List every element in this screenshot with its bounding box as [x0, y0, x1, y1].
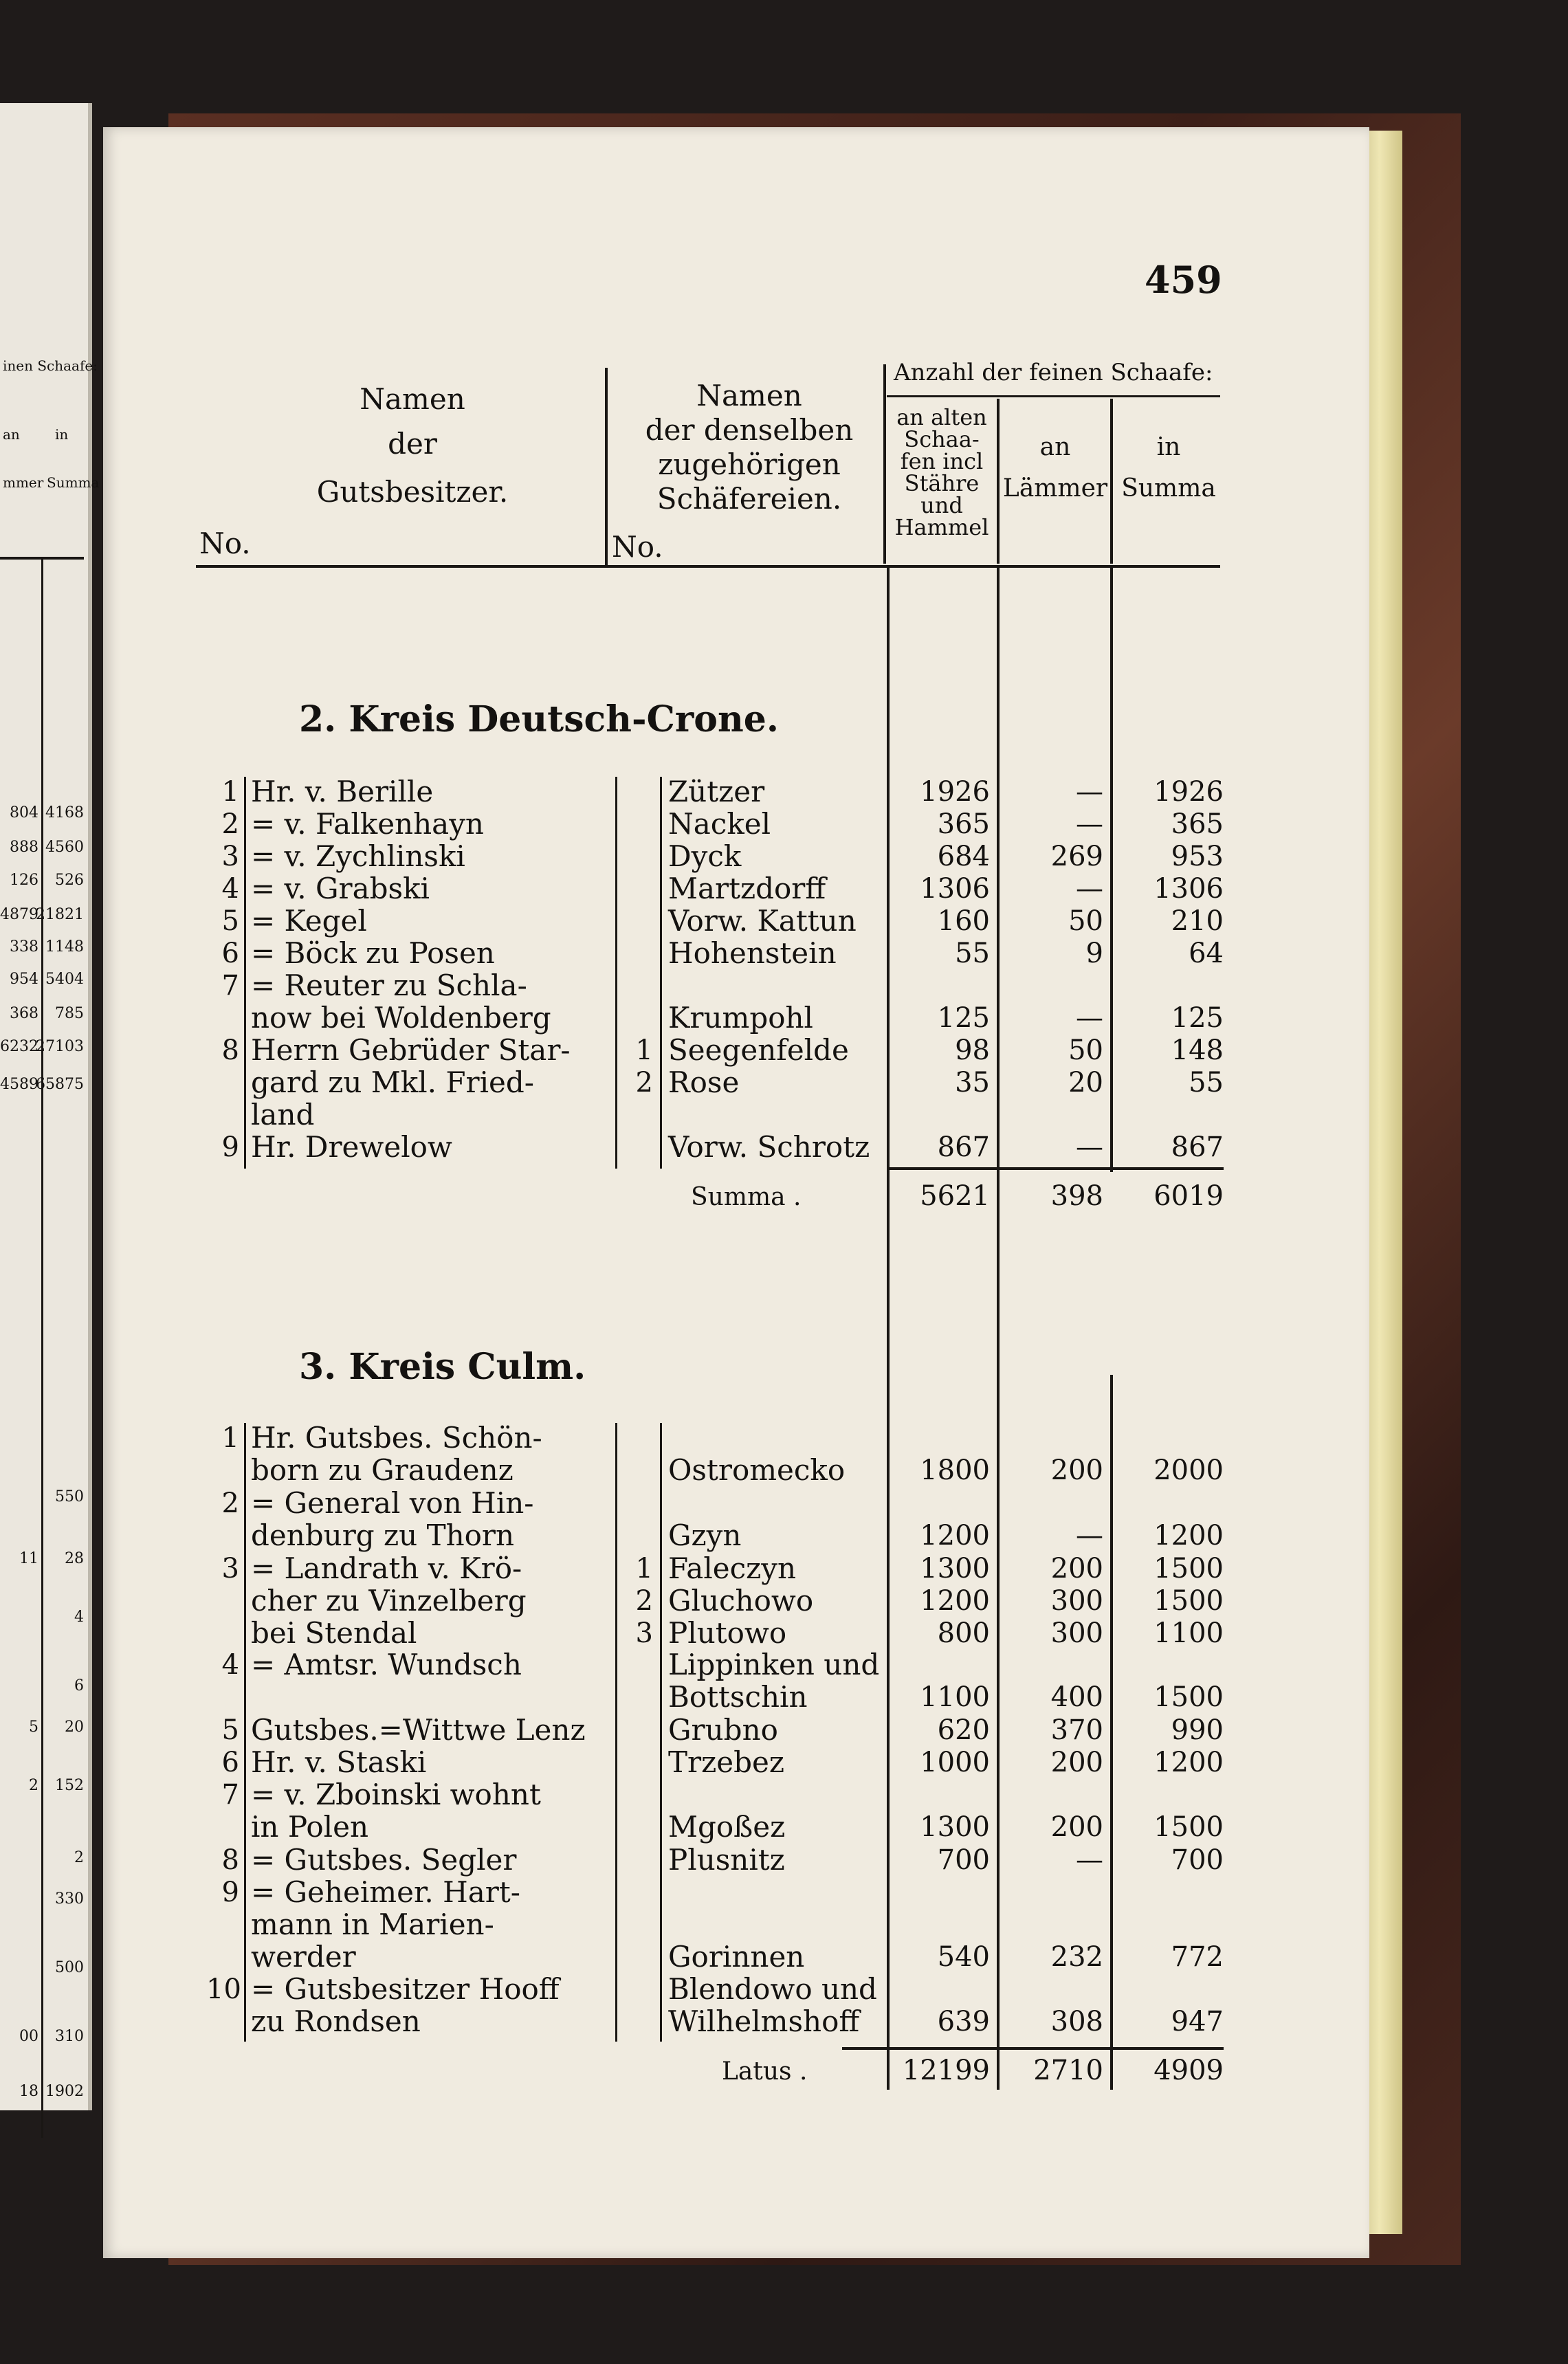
left-page-number: 368: [10, 1005, 38, 1022]
row-number: 7: [221, 970, 239, 1002]
old-sheep: 540: [937, 1941, 990, 1973]
farm-name: Trzebez: [668, 1745, 784, 1779]
left-page-number: 2: [29, 1777, 38, 1794]
lambs: —: [1076, 808, 1103, 840]
row-number: 4: [221, 873, 239, 905]
left-page-number: 4: [74, 1609, 84, 1626]
row-number: 5: [221, 1714, 239, 1746]
left-page-number: 338: [10, 938, 38, 955]
page-edges: [1365, 131, 1402, 2234]
left-page-number: 20: [65, 1719, 84, 1736]
row-number: 6: [221, 1747, 239, 1778]
farm-name: Gluchowo: [668, 1584, 814, 1617]
farm-name: Hohenstein: [668, 936, 837, 970]
lambs: 200: [1050, 1553, 1103, 1584]
section-title-2: 2. Kreis Deutsch-Crone.: [299, 698, 779, 740]
sheep-sum: 125: [1171, 1002, 1224, 1034]
farm-name: Lippinken und: [668, 1648, 880, 1681]
owner-name: = Geheimer. Hart-: [251, 1875, 520, 1909]
owner-name-cont: werder: [251, 1940, 356, 1974]
left-page-number: 5: [29, 1719, 38, 1736]
lambs: 9: [1085, 938, 1103, 969]
latus-label: Latus .: [722, 2057, 808, 2086]
sheep-sum: 700: [1171, 1844, 1224, 1876]
left-page-number: 888: [10, 839, 38, 856]
owner-name-cont: gard zu Mkl. Fried-: [251, 1065, 534, 1099]
old-sheep: 800: [937, 1617, 990, 1649]
lambs: 50: [1068, 905, 1103, 937]
latus-lamb: 2710: [1033, 2055, 1103, 2086]
owner-name-cont: cher zu Vinzelberg: [251, 1584, 527, 1617]
left-page-number: 4589: [0, 1076, 38, 1093]
farm-name: Martzdorff: [668, 872, 826, 905]
lambs: —: [1076, 776, 1103, 808]
lambs: 400: [1050, 1681, 1103, 1713]
lambs: —: [1076, 1520, 1103, 1551]
left-page-number: 4168: [45, 804, 84, 821]
header-owner-2: der: [388, 427, 437, 461]
old-sheep: 1100: [920, 1681, 990, 1713]
lambs: —: [1076, 1002, 1103, 1034]
old-sheep: 1300: [920, 1811, 990, 1843]
left-page-number: 1148: [45, 938, 84, 955]
summa-old: 5621: [920, 1180, 990, 1212]
header-old-6: Hammel: [894, 514, 989, 540]
header-lamb-2: Lämmer: [1002, 474, 1108, 502]
sheep-sum: 1200: [1153, 1747, 1224, 1778]
old-sheep: 125: [937, 1002, 990, 1034]
header-old-2: Schaa-: [904, 426, 980, 452]
lambs: 50: [1068, 1035, 1103, 1066]
left-page-number: 310: [55, 2028, 84, 2045]
lambs: 269: [1050, 841, 1103, 872]
owner-name: = Reuter zu Schla-: [251, 969, 527, 1002]
farm-name: Seegenfelde: [668, 1033, 849, 1067]
header-old-5: und: [920, 492, 963, 518]
owner-name: = Landrath v. Krö-: [251, 1551, 522, 1585]
section-title-3: 3. Kreis Culm.: [299, 1346, 586, 1388]
owner-name-cont: born zu Graudenz: [251, 1453, 514, 1487]
sheep-sum: 365: [1171, 808, 1224, 840]
farm-name: Nackel: [668, 807, 771, 841]
header-sum-2: Summa: [1121, 474, 1216, 502]
header-farm-4: Schäfereien.: [656, 482, 842, 516]
old-sheep: 867: [937, 1131, 990, 1163]
header-farm-2: der denselben: [645, 413, 854, 447]
sheep-sum: 1500: [1153, 1811, 1224, 1843]
left-page-number: 500: [55, 1959, 84, 1976]
left-page-number: 330: [55, 1890, 84, 1908]
farm-name: Gzyn: [668, 1518, 742, 1552]
lambs: —: [1076, 1844, 1103, 1876]
row-number: 9: [221, 1131, 239, 1163]
lambs: 370: [1050, 1714, 1103, 1746]
owner-name: = Amtsr. Wundsch: [251, 1648, 522, 1681]
old-sheep: 1800: [920, 1455, 990, 1486]
left-page-number: 21821: [36, 906, 84, 923]
sheep-sum: 947: [1171, 2006, 1224, 2037]
header-old-3: fen incl: [900, 448, 984, 474]
sheep-sum: 1500: [1153, 1553, 1224, 1584]
farm-name: Krumpohl: [668, 1001, 813, 1035]
summa-label: Summa .: [691, 1183, 802, 1211]
owner-name-cont: land: [251, 1098, 315, 1131]
farm-name: Gorinnen: [668, 1940, 805, 1974]
lambs: 20: [1068, 1067, 1103, 1098]
owner-name: Hr. v. Staski: [251, 1745, 427, 1779]
lambs: —: [1076, 1131, 1103, 1163]
summa-sum: 6019: [1153, 1180, 1224, 1212]
old-sheep: 160: [937, 905, 990, 937]
farm-number: 2: [635, 1067, 653, 1098]
owner-name: = General von Hin-: [251, 1486, 534, 1520]
farm-name: Plusnitz: [668, 1843, 785, 1877]
left-page-number: 526: [55, 872, 84, 889]
owner-name: Hr. v. Berille: [251, 775, 434, 808]
owner-name-cont: now bei Woldenberg: [251, 1001, 551, 1035]
header-group: Anzahl der feinen Schaafe:: [894, 359, 1213, 386]
latus-sum: 4909: [1153, 2055, 1224, 2086]
owner-name: Hr. Gutsbes. Schön-: [251, 1421, 542, 1455]
owner-name: = Böck zu Posen: [251, 936, 495, 970]
farm-name-cont: Bottschin: [668, 1680, 808, 1714]
lambs: 232: [1050, 1941, 1103, 1973]
sheep-sum: 772: [1171, 1941, 1224, 1973]
owner-name-cont: denburg zu Thorn: [251, 1518, 515, 1552]
owner-name: = v. Grabski: [251, 872, 430, 905]
left-page-number: 11: [19, 1550, 38, 1567]
lambs: 308: [1050, 2006, 1103, 2037]
left-page-number: 1902: [45, 2083, 84, 2100]
farm-name: Blendowo und: [668, 1972, 877, 2006]
sheep-sum: 210: [1171, 905, 1224, 937]
sheep-sum: 953: [1171, 841, 1224, 872]
row-number: 2: [221, 808, 239, 840]
owner-name: = v. Zychlinski: [251, 839, 465, 873]
sheep-sum: 2000: [1153, 1455, 1224, 1486]
old-sheep: 1926: [920, 776, 990, 808]
owner-name: Herrn Gebrüder Star-: [251, 1033, 571, 1067]
farm-name: Dyck: [668, 839, 742, 873]
left-page-number: 5404: [45, 971, 84, 988]
sheep-sum: 1926: [1153, 776, 1224, 808]
row-number: 2: [221, 1488, 239, 1519]
sheep-sum: 64: [1189, 938, 1224, 969]
row-number: 5: [221, 905, 239, 937]
owner-name: = v. Zboinski wohnt: [251, 1778, 541, 1811]
lambs: 300: [1050, 1617, 1103, 1649]
left-page-number: 6232: [0, 1038, 38, 1055]
farm-name: Zützer: [668, 775, 765, 808]
latus-old: 12199: [902, 2055, 990, 2086]
owner-name: = Gutsbesitzer Hooff: [251, 1972, 560, 2006]
left-page-number: 00: [19, 2028, 38, 2045]
row-number: 4: [221, 1649, 239, 1681]
old-sheep: 35: [955, 1067, 990, 1098]
farm-name: Grubno: [668, 1713, 778, 1747]
owner-name-cont: in Polen: [251, 1810, 369, 1844]
sheep-sum: 1306: [1153, 873, 1224, 905]
left-head: inen Schaafe:: [3, 357, 98, 374]
row-number: 1: [221, 776, 239, 808]
left-page-number: 18: [19, 2083, 38, 2100]
left-page-fragment: [0, 103, 100, 2110]
left-page-number: 550: [55, 1488, 84, 1505]
header-old-1: an alten: [896, 404, 987, 430]
left-page-number: 2: [74, 1849, 84, 1866]
owner-name-cont: mann in Marien-: [251, 1908, 494, 1941]
farm-name: Plutowo: [668, 1616, 787, 1650]
left-head: mmer: [3, 474, 44, 491]
row-number: 9: [221, 1877, 239, 1908]
lambs: 300: [1050, 1585, 1103, 1617]
left-page-number: 954: [10, 971, 38, 988]
row-number: 10: [206, 1974, 241, 2005]
old-sheep: 620: [937, 1714, 990, 1746]
header-lamb-1: an: [1039, 433, 1071, 461]
old-sheep: 700: [937, 1844, 990, 1876]
owner-name-cont: bei Stendal: [251, 1616, 417, 1650]
farm-name: Mgoßez: [668, 1810, 786, 1844]
owner-name: = Gutsbes. Segler: [251, 1843, 517, 1877]
left-page-number: 152: [55, 1777, 84, 1794]
farm-number: 1: [635, 1553, 653, 1584]
left-head: an: [3, 426, 20, 443]
page-number: 459: [1145, 258, 1222, 302]
left-head: in: [55, 426, 69, 443]
header-no: No.: [199, 527, 251, 560]
header-farm-1: Namen: [696, 379, 802, 412]
old-sheep: 1200: [920, 1585, 990, 1617]
lambs: —: [1076, 873, 1103, 905]
header-farm-3: zugehörigen: [658, 448, 841, 481]
old-sheep: 55: [955, 938, 990, 969]
farm-number: 1: [635, 1035, 653, 1066]
row-number: 3: [221, 841, 239, 872]
header-sum-1: in: [1156, 433, 1181, 461]
header-owner-1: Namen: [360, 382, 465, 416]
farm-name: Rose: [668, 1065, 740, 1099]
header-farm-no: No.: [612, 530, 663, 564]
header-owner-3: Gutsbesitzer.: [316, 475, 509, 509]
row-number: 7: [221, 1779, 239, 1811]
left-page-number: 65875: [36, 1076, 84, 1093]
sheep-sum: 55: [1189, 1067, 1224, 1098]
farm-name: Ostromecko: [668, 1453, 846, 1487]
lambs: 200: [1050, 1747, 1103, 1778]
farm-number: 2: [635, 1585, 653, 1617]
old-sheep: 639: [937, 2006, 990, 2037]
farm-name-cont: Wilhelmshoff: [668, 2004, 860, 2038]
header-old-4: Stähre: [904, 470, 980, 496]
farm-name: Faleczyn: [668, 1551, 797, 1585]
lambs: 200: [1050, 1811, 1103, 1843]
left-page-number: 126: [10, 872, 38, 889]
owner-name: Hr. Drewelow: [251, 1130, 452, 1164]
sheep-sum: 1500: [1153, 1585, 1224, 1617]
owner-name: Gutsbes.=Wittwe Lenz: [251, 1713, 586, 1747]
sheep-sum: 1200: [1153, 1520, 1224, 1551]
sheep-sum: 1500: [1153, 1681, 1224, 1713]
left-page-number: 804: [10, 804, 38, 821]
row-number: 6: [221, 938, 239, 969]
farm-name: Vorw. Schrotz: [668, 1130, 870, 1164]
old-sheep: 98: [955, 1035, 990, 1066]
owner-name: = v. Falkenhayn: [251, 807, 484, 841]
left-page-number: 6: [74, 1677, 84, 1694]
left-page-number: 27103: [36, 1038, 84, 1055]
sheep-sum: 1100: [1153, 1617, 1224, 1649]
sheep-sum: 867: [1171, 1131, 1224, 1163]
lambs: 200: [1050, 1455, 1103, 1486]
row-number: 8: [221, 1844, 239, 1876]
row-number: 1: [221, 1422, 239, 1454]
owner-name: = Kegel: [251, 904, 367, 938]
row-number: 3: [221, 1553, 239, 1584]
owner-name-cont: zu Rondsen: [251, 2004, 421, 2038]
left-head: Summa: [47, 474, 100, 491]
farm-name: Vorw. Kattun: [668, 904, 857, 938]
left-page-number: 28: [65, 1550, 84, 1567]
old-sheep: 1300: [920, 1553, 990, 1584]
old-sheep: 684: [937, 841, 990, 872]
sheep-sum: 990: [1171, 1714, 1224, 1746]
left-page-number: 4879: [0, 906, 38, 923]
sheep-sum: 148: [1171, 1035, 1224, 1066]
left-page-number: 4560: [45, 839, 84, 856]
old-sheep: 365: [937, 808, 990, 840]
old-sheep: 1306: [920, 873, 990, 905]
old-sheep: 1000: [920, 1747, 990, 1778]
old-sheep: 1200: [920, 1520, 990, 1551]
summa-lamb: 398: [1050, 1180, 1103, 1212]
row-number: 8: [221, 1035, 239, 1066]
left-page-number: 785: [55, 1005, 84, 1022]
farm-number: 3: [635, 1617, 653, 1649]
